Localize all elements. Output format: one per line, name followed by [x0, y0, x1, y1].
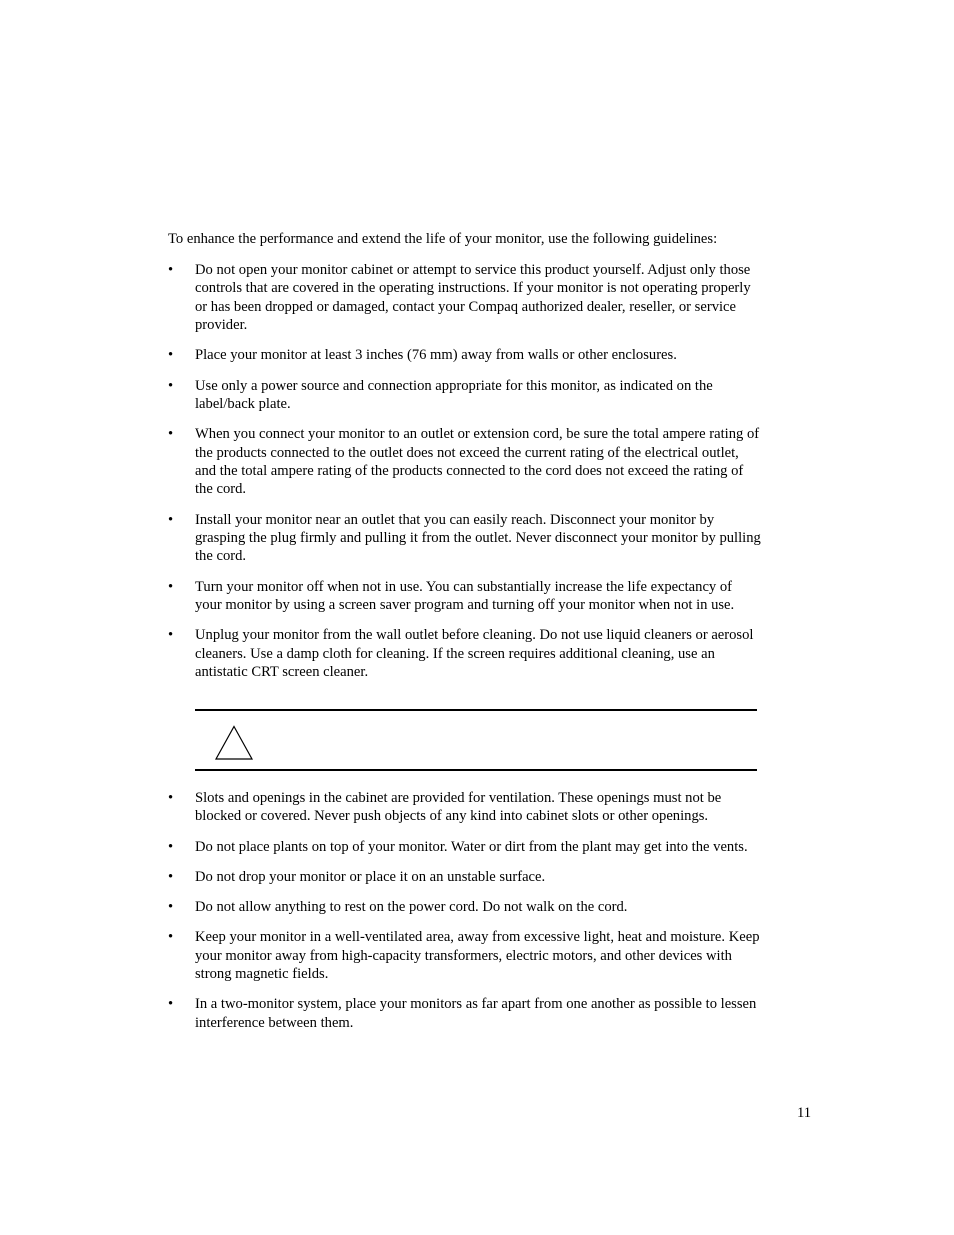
list-item-text: Slots and openings in the cabinet are provided for ventilation. These openings must not be blocked or covered. Never push objects of any kind into cabinet slots or other openings.: [195, 790, 722, 825]
list-item-text: Do not allow anything to rest on the power cord. Do not walk on the cord.: [195, 899, 628, 916]
list-item-text: Do not place plants on top of your monitor. Water or dirt from the plant may get into the vents.: [195, 838, 748, 855]
list-item-text: In a two-monitor system, place your monitors as far apart from one another as possible to lessen interference between them.: [195, 996, 757, 1031]
list-item: [168, 511, 762, 566]
bullet-icon: •: [168, 838, 174, 855]
list-item: [168, 995, 762, 1032]
page-number: 11: [797, 1105, 812, 1121]
list-item: [168, 261, 762, 335]
bullet-icon: •: [168, 578, 174, 595]
bullet-icon: •: [168, 929, 174, 946]
bullet-icon: •: [168, 347, 174, 364]
list-item-text: Do not drop your monitor or place it on an unstable surface.: [195, 868, 546, 885]
list-item: [168, 898, 762, 916]
list-item-text: Place your monitor at least 3 inches (76 mm) away from walls or other enclosures.: [195, 347, 677, 364]
list-item: [168, 789, 762, 826]
list-item-text: Use only a power source and connection appropriate for this monitor, as indicated on the label/back plate.: [195, 377, 713, 413]
list-item: [168, 578, 762, 615]
bullet-icon: •: [168, 262, 174, 278]
list-item: [168, 346, 762, 364]
list-item: [168, 868, 762, 886]
warning-triangle-icon: [214, 725, 254, 761]
bullet-icon: •: [168, 996, 174, 1013]
caution-box: [195, 709, 757, 771]
guidelines-list-before-caution: [168, 261, 762, 693]
list-item: [168, 425, 762, 499]
list-item: [168, 928, 762, 983]
list-item-text: Do not open your monitor cabinet or attempt to service this product yourself. Adjust only those controls that are covered in the operating instructions. If your monitor is not operating properly or has been dropped or damaged, contact your Compaq authorized dealer, reseller, or service provider.: [195, 262, 751, 334]
bullet-icon: •: [168, 627, 174, 644]
bullet-icon: •: [168, 899, 174, 916]
list-item-text: Keep your monitor in a well-ventilated area, away from excessive light, heat and moisture. Keep your monitor away from high-capacity transformers, electric motors, and other devices with strong magnetic fields.: [195, 929, 760, 983]
bullet-icon: •: [168, 511, 174, 528]
list-item: [168, 626, 762, 681]
bullet-icon: •: [168, 868, 174, 885]
bullet-icon: •: [168, 790, 174, 806]
list-item: [168, 377, 762, 414]
list-item-text: When you connect your monitor to an outlet or extension cord, be sure the total ampere rating of the products connected to the outlet does not exceed the current rating of the electrical outlet, and the total ampere rating of the products connected to the cord does not exceed the rating of the cord.: [195, 426, 760, 498]
bullet-icon: •: [168, 377, 174, 394]
intro-paragraph: To enhance the performance and extend the life of your monitor, use the following guidelines:: [168, 231, 718, 247]
list-item-text: Install your monitor near an outlet that you can easily reach. Disconnect your monitor by grasping the plug firmly and pulling it from the outlet. Never disconnect your monitor by pulling the cord.: [195, 511, 761, 565]
list-item-text: Turn your monitor off when not in use. You can substantially increase the life expectancy of your monitor by using a screen saver program and turning off your monitor when not in use.: [195, 578, 735, 614]
list-item: [168, 838, 762, 856]
list-item-text: Unplug your monitor from the wall outlet before cleaning. Do not use liquid cleaners or aerosol cleaners. Use a damp cloth for cleaning. If the screen requires additional cleaning, use an antistatic CRT screen cleaner.: [195, 627, 754, 681]
guidelines-list-after-caution: [168, 789, 762, 1044]
bullet-icon: •: [168, 426, 174, 443]
